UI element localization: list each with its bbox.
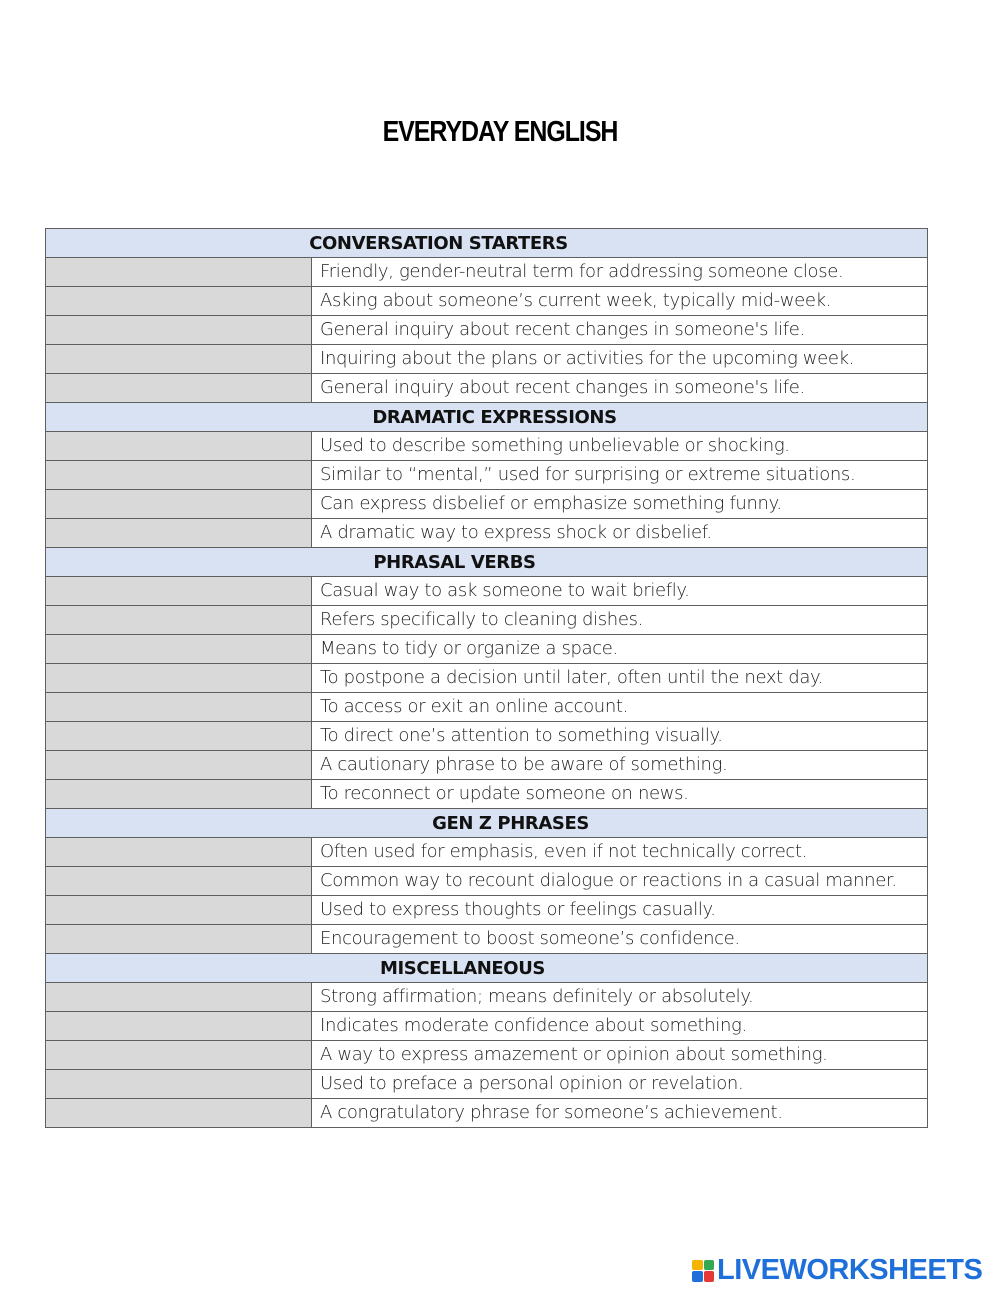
page-title: EVERYDAY ENGLISH [382,116,618,148]
section-header [46,954,928,983]
definition-text: Strong affirmation; means definitely or absolutely. [312,983,928,1012]
section-heading: DRAMATIC EXPRESSIONS [372,406,617,428]
table-row [46,345,928,374]
answer-field[interactable] [46,577,312,606]
table-row [46,1041,928,1070]
definition-text: Used to describe something unbelievable or shocking. [312,432,928,461]
section-header [46,229,928,258]
definition-text: General inquiry about recent changes in someone's life. [312,316,928,345]
answer-field[interactable] [46,664,312,693]
definition-text: Often used for emphasis, even if not technically correct. [312,838,928,867]
section-header [46,548,928,577]
definition-text: Means to tidy or organize a space. [312,635,928,664]
definition-text: A cautionary phrase to be aware of something. [312,751,928,780]
answer-field[interactable] [46,838,312,867]
liveworksheets-logo [692,1254,982,1287]
table-row [46,722,928,751]
definition-text: Friendly, gender-neutral term for addressing someone close. [312,258,928,287]
definition-text: A congratulatory phrase for someone’s achievement. [312,1099,928,1128]
table-row [46,664,928,693]
definition-text: To access or exit an online account. [312,693,928,722]
answer-field[interactable] [46,606,312,635]
table-row [46,1012,928,1041]
table-row [46,925,928,954]
table-row [46,490,928,519]
section-heading: GEN Z PHRASES [432,812,589,834]
table-row [46,316,928,345]
answer-field[interactable] [46,751,312,780]
definition-text: General inquiry about recent changes in someone's life. [312,374,928,403]
table-row [46,751,928,780]
answer-field[interactable] [46,780,312,809]
table-row [46,374,928,403]
table-row [46,287,928,316]
table-row [46,896,928,925]
answer-field[interactable] [46,867,312,896]
answer-field[interactable] [46,983,312,1012]
definition-text: Indicates moderate confidence about something. [312,1012,928,1041]
answer-field[interactable] [46,432,312,461]
table-row [46,867,928,896]
section-heading: PHRASAL VERBS [373,551,536,573]
table-row [46,606,928,635]
definition-text: Casual way to ask someone to wait briefly. [312,577,928,606]
table-row [46,577,928,606]
answer-field[interactable] [46,1012,312,1041]
answer-field[interactable] [46,519,312,548]
section-header [46,809,928,838]
definition-text: A way to express amazement or opinion about something. [312,1041,928,1070]
liveworksheets-logo-icon [692,1260,714,1282]
definition-text: Encouragement to boost someone’s confidence. [312,925,928,954]
table-row [46,461,928,490]
logo-text: LIVEWORKSHEETS [717,1254,983,1286]
table-row [46,258,928,287]
answer-field[interactable] [46,896,312,925]
answer-field[interactable] [46,722,312,751]
table-row [46,635,928,664]
answer-field[interactable] [46,490,312,519]
answer-field[interactable] [46,635,312,664]
table-row [46,432,928,461]
definition-text: Inquiring about the plans or activities for the upcoming week. [312,345,928,374]
answer-field[interactable] [46,258,312,287]
definition-text: Used to preface a personal opinion or revelation. [312,1070,928,1099]
answer-field[interactable] [46,287,312,316]
table-row [46,519,928,548]
worksheet-table [45,228,928,1128]
definition-text: Asking about someone’s current week, typically mid-week. [312,287,928,316]
table-row [46,1070,928,1099]
definition-text: Refers specifically to cleaning dishes. [312,606,928,635]
definition-text: Common way to recount dialogue or reactions in a casual manner. [312,867,928,896]
section-heading: MISCELLANEOUS [380,957,545,979]
table-row [46,1099,928,1128]
answer-field[interactable] [46,1099,312,1128]
answer-field[interactable] [46,1070,312,1099]
definition-text: Similar to “mental,” used for surprising or extreme situations. [312,461,928,490]
section-header [46,403,928,432]
answer-field[interactable] [46,316,312,345]
answer-field[interactable] [46,925,312,954]
definition-text: A dramatic way to express shock or disbelief. [312,519,928,548]
table-row [46,693,928,722]
definition-text: To reconnect or update someone on news. [312,780,928,809]
answer-field[interactable] [46,1041,312,1070]
table-row [46,983,928,1012]
answer-field[interactable] [46,461,312,490]
definition-text: To postpone a decision until later, often until the next day. [312,664,928,693]
definition-text: To direct one’s attention to something visually. [312,722,928,751]
definition-text: Used to express thoughts or feelings casually. [312,896,928,925]
definition-text: Can express disbelief or emphasize something funny. [312,490,928,519]
table-row [46,838,928,867]
answer-field[interactable] [46,693,312,722]
answer-field[interactable] [46,345,312,374]
table-row [46,780,928,809]
section-heading: CONVERSATION STARTERS [309,232,568,254]
answer-field[interactable] [46,374,312,403]
